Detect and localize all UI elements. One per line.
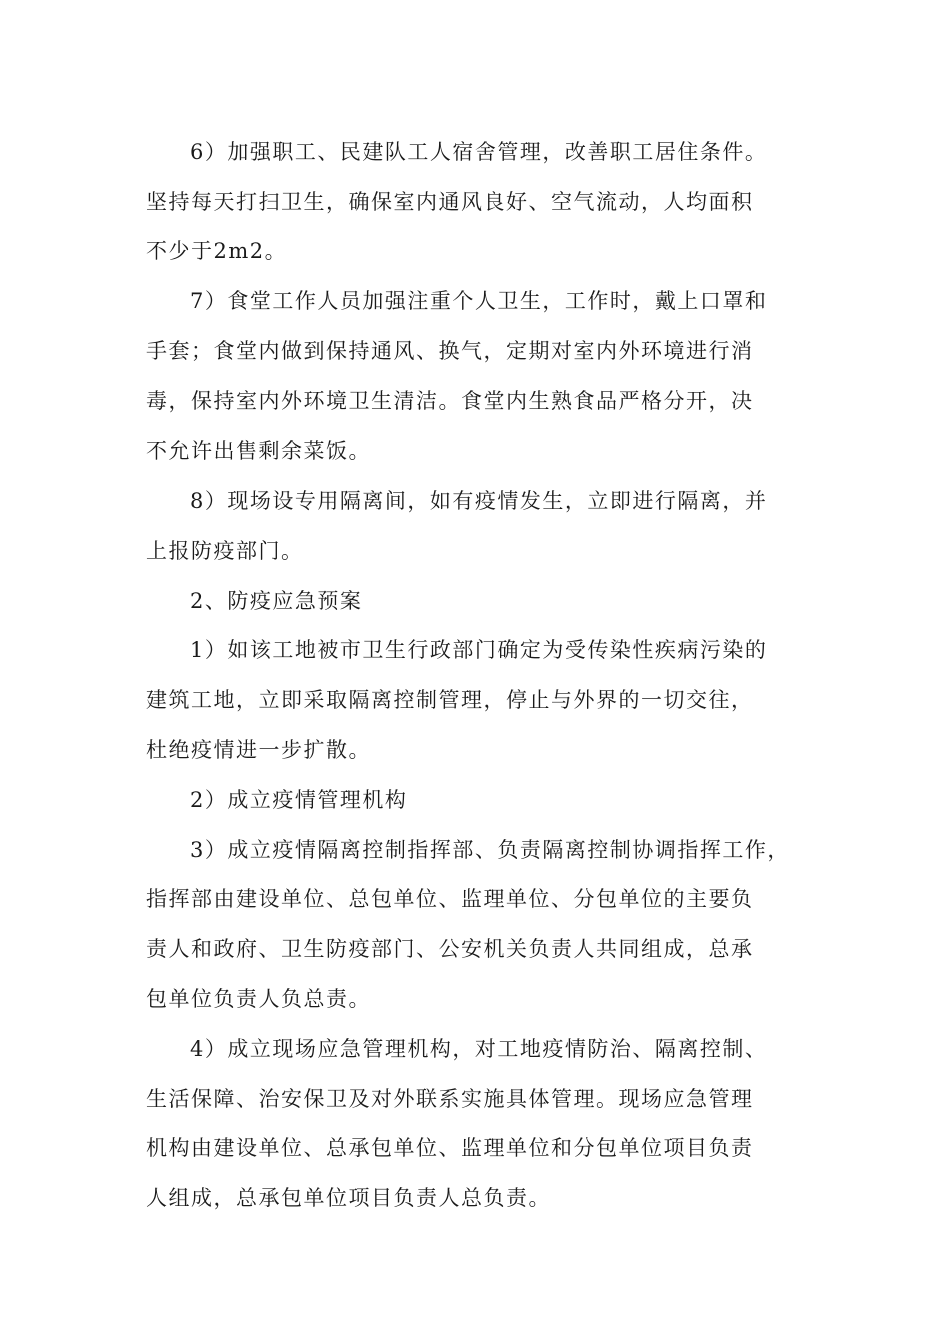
section-heading: 2、防疫应急预案 [190, 589, 363, 613]
plan-3-line-2: 指挥部由建设单位、总包单位、监理单位、分包单位的主要负 [146, 887, 754, 911]
paragraph-7-line-3: 毒，保持室内外环境卫生清洁。食堂内生熟食品严格分开，决 [146, 389, 754, 413]
plan-3-line-3: 责人和政府、卫生防疫部门、公安机关负责人共同组成，总承 [146, 937, 754, 961]
paragraph-7-line-1: 7）食堂工作人员加强注重个人卫生，工作时，戴上口罩和 [190, 289, 768, 313]
plan-4-line-2: 生活保障、治安保卫及对外联系实施具体管理。现场应急管理 [146, 1087, 754, 1111]
paragraph-6-line-1: 6）加强职工、民建队工人宿舍管理，改善职工居住条件。 [190, 140, 768, 164]
plan-1-line-2: 建筑工地，立即采取隔离控制管理，停止与外界的一切交往， [146, 688, 754, 712]
paragraph-7-line-2: 手套；食堂内做到保持通风、换气，定期对室内外环境进行消 [146, 339, 754, 363]
plan-4-line-3: 机构由建设单位、总承包单位、监理单位和分包单位项目负责 [146, 1136, 754, 1160]
paragraph-6-line-2: 坚持每天打扫卫生，确保室内通风良好、空气流动，人均面积 [146, 190, 754, 214]
plan-1-line-1: 1）如该工地被市卫生行政部门确定为受传染性疾病污染的 [190, 638, 768, 662]
paragraph-8-line-1: 8）现场设专用隔离间，如有疫情发生，立即进行隔离，并 [190, 489, 768, 513]
plan-3-line-4: 包单位负责人负总责。 [146, 987, 371, 1011]
plan-2-line-1: 2）成立疫情管理机构 [190, 788, 408, 812]
plan-1-line-3: 杜绝疫情进一步扩散。 [146, 738, 371, 762]
plan-4-line-4: 人组成，总承包单位项目负责人总负责。 [146, 1186, 551, 1210]
paragraph-6-line-3: 不少于2m2。 [146, 239, 288, 263]
paragraph-8-line-2: 上报防疫部门。 [146, 539, 304, 563]
plan-3-line-1: 3）成立疫情隔离控制指挥部、负责隔离控制协调指挥工作， [190, 838, 790, 862]
plan-4-line-1: 4）成立现场应急管理机构，对工地疫情防治、隔离控制、 [190, 1037, 768, 1061]
paragraph-7-line-4: 不允许出售剩余菜饭。 [146, 439, 371, 463]
